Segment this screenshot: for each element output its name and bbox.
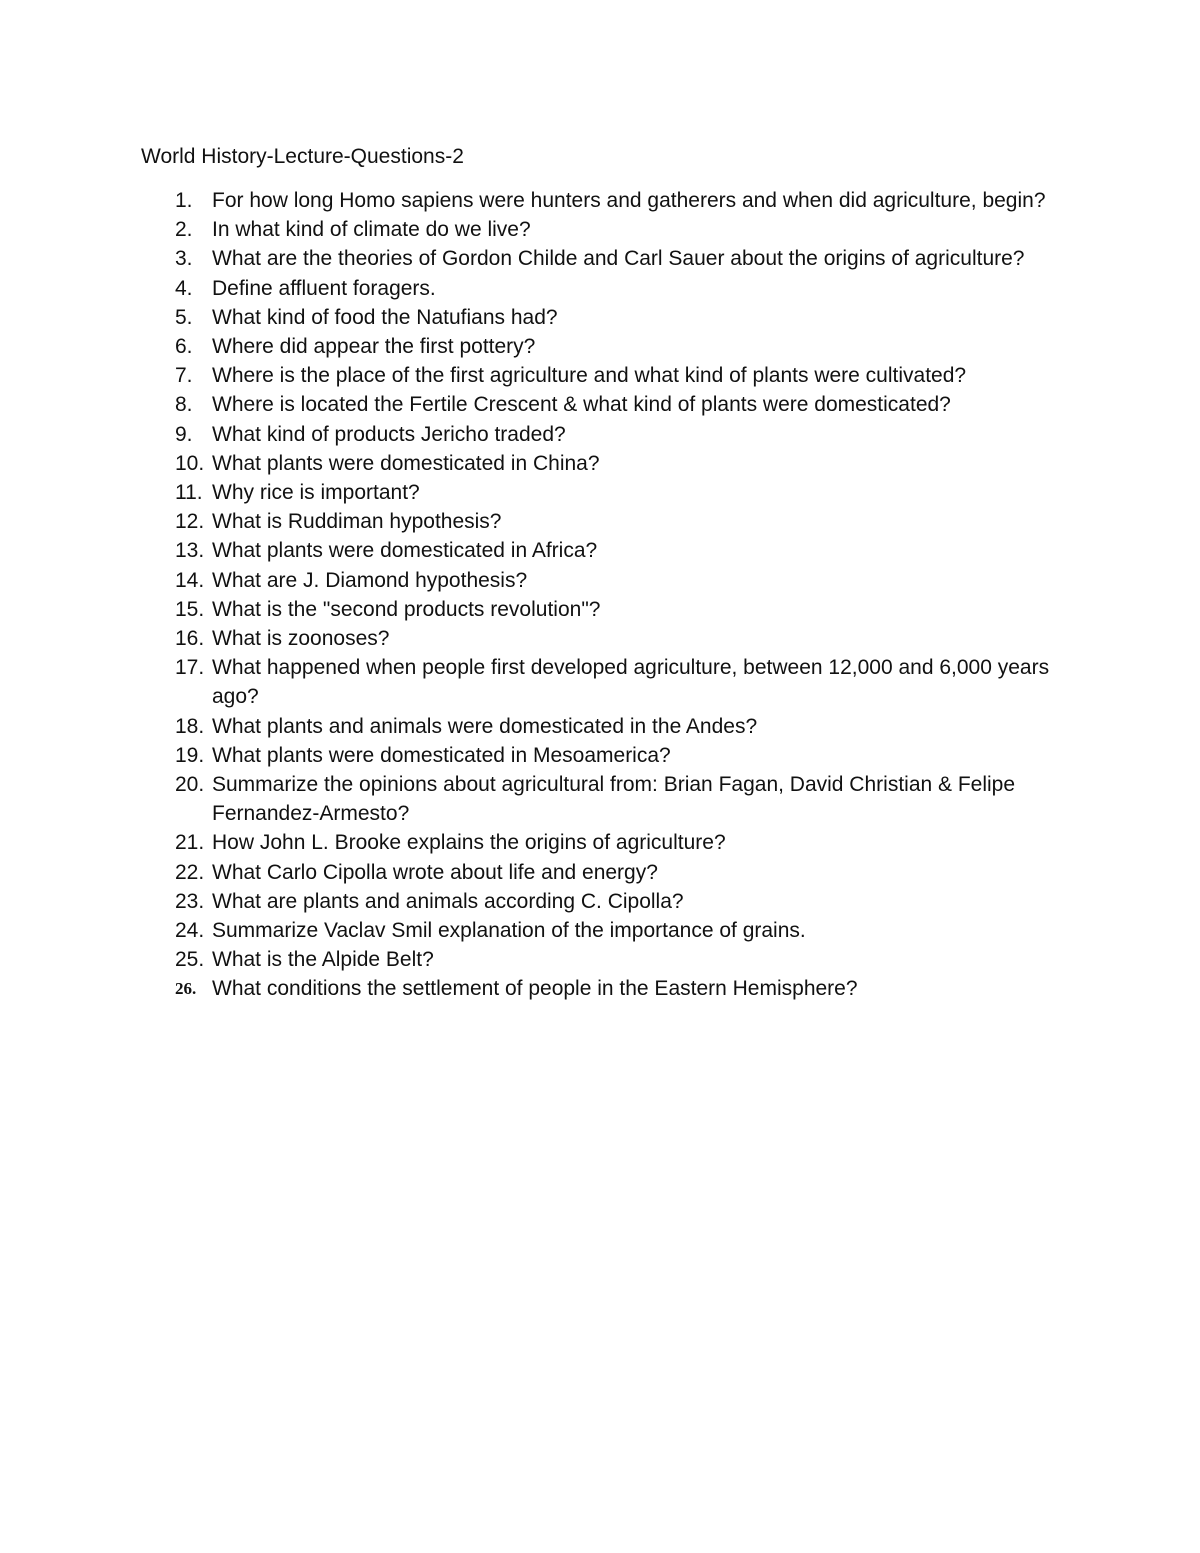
question-number: 18. xyxy=(175,714,205,738)
question-number: 10. xyxy=(175,451,205,475)
question-item xyxy=(0,916,1072,945)
question-item xyxy=(0,390,1072,419)
question-item xyxy=(0,536,1072,565)
question-number: 11. xyxy=(175,481,203,505)
question-text: Summarize the opinions about agricultural from: Brian Fagan, David Christian & Felipe Fernandez-Armesto? xyxy=(212,773,1016,826)
question-text: What are the theories of Gordon Childe and Carl Sauer about the origins of agriculture? xyxy=(212,247,1025,271)
question-item xyxy=(0,361,1072,390)
question-number: 14. xyxy=(175,568,205,592)
question-text: Why rice is important? xyxy=(212,481,420,505)
question-text: What are plants and animals according C. Cipolla? xyxy=(212,889,684,913)
question-list xyxy=(0,186,1200,1004)
question-number: 24. xyxy=(175,919,205,943)
question-item xyxy=(0,215,1072,244)
question-number: 19. xyxy=(175,743,205,767)
question-text: What happened when people first developed agriculture, between 12,000 and 6,000 years ago? xyxy=(212,656,1050,709)
question-item xyxy=(0,507,1072,536)
question-number: 23. xyxy=(175,889,205,913)
question-text: What is Ruddiman hypothesis? xyxy=(212,510,502,534)
question-item xyxy=(0,244,1072,273)
question-number: 12. xyxy=(175,510,205,534)
question-number: 4. xyxy=(175,276,193,300)
question-number: 8. xyxy=(175,393,193,417)
question-text: What is zoonoses? xyxy=(212,627,390,651)
question-item xyxy=(0,945,1072,974)
question-item xyxy=(0,566,1072,595)
question-number: 9. xyxy=(175,422,193,446)
question-number: 6. xyxy=(175,335,193,359)
question-number: 2. xyxy=(175,218,193,242)
question-item xyxy=(0,887,1072,916)
question-text: What is the Alpide Belt? xyxy=(212,948,434,972)
question-text: What plants were domesticated in China? xyxy=(212,451,600,475)
question-item xyxy=(0,741,1072,770)
question-item xyxy=(0,186,1072,215)
question-item xyxy=(0,858,1072,887)
question-text: For how long Homo sapiens were hunters and gatherers and when did agriculture, begin? xyxy=(212,189,1046,212)
question-text: Summarize Vaclav Smil explanation of the importance of grains. xyxy=(212,919,806,943)
question-number: 16. xyxy=(175,627,205,651)
question-text: What plants were domesticated in Mesoamerica? xyxy=(212,743,671,767)
question-number: 20. xyxy=(175,773,205,797)
question-number: 17. xyxy=(175,656,205,680)
question-item xyxy=(0,828,1072,857)
question-item xyxy=(0,974,1072,1003)
question-number: 25. xyxy=(175,948,205,972)
question-text: What kind of food the Natufians had? xyxy=(212,305,558,329)
question-text: What Carlo Cipolla wrote about life and energy? xyxy=(212,860,658,884)
question-item xyxy=(0,770,1072,828)
question-item xyxy=(0,478,1072,507)
question-item xyxy=(0,712,1072,741)
question-text: What plants and animals were domesticated in the Andes? xyxy=(212,714,758,738)
question-number: 5. xyxy=(175,305,193,329)
question-number: 26. xyxy=(175,979,197,999)
question-text: What kind of products Jericho traded? xyxy=(212,422,566,446)
question-item xyxy=(0,420,1072,449)
question-text: Where is the place of the first agriculture and what kind of plants were cultivated? xyxy=(212,364,967,388)
question-text: What is the "second products revolution"? xyxy=(212,597,601,621)
question-text: In what kind of climate do we live? xyxy=(212,218,531,242)
question-number: 13. xyxy=(175,539,205,563)
question-text: What conditions the settlement of people in the Eastern Hemisphere? xyxy=(212,977,858,1001)
question-item xyxy=(0,274,1072,303)
question-text: What are J. Diamond hypothesis? xyxy=(212,568,528,592)
question-number: 22. xyxy=(175,860,205,884)
question-item xyxy=(0,332,1072,361)
question-text: How John L. Brooke explains the origins of agriculture? xyxy=(212,831,726,855)
question-number: 3. xyxy=(175,247,193,271)
question-item xyxy=(0,449,1072,478)
question-item xyxy=(0,595,1072,624)
question-number: 1. xyxy=(175,189,193,212)
question-number: 15. xyxy=(175,597,205,621)
document-title: World History-Lecture-Questions-2 xyxy=(141,145,464,168)
question-number: 21. xyxy=(175,831,205,855)
question-item xyxy=(0,303,1072,332)
question-text: Define affluent foragers. xyxy=(212,276,436,300)
question-item xyxy=(0,653,1072,711)
question-text: Where did appear the first pottery? xyxy=(212,335,536,359)
question-text: Where is located the Fertile Crescent & what kind of plants were domesticated? xyxy=(212,393,951,417)
question-text: What plants were domesticated in Africa? xyxy=(212,539,598,563)
question-item xyxy=(0,624,1072,653)
question-number: 7. xyxy=(175,364,193,388)
